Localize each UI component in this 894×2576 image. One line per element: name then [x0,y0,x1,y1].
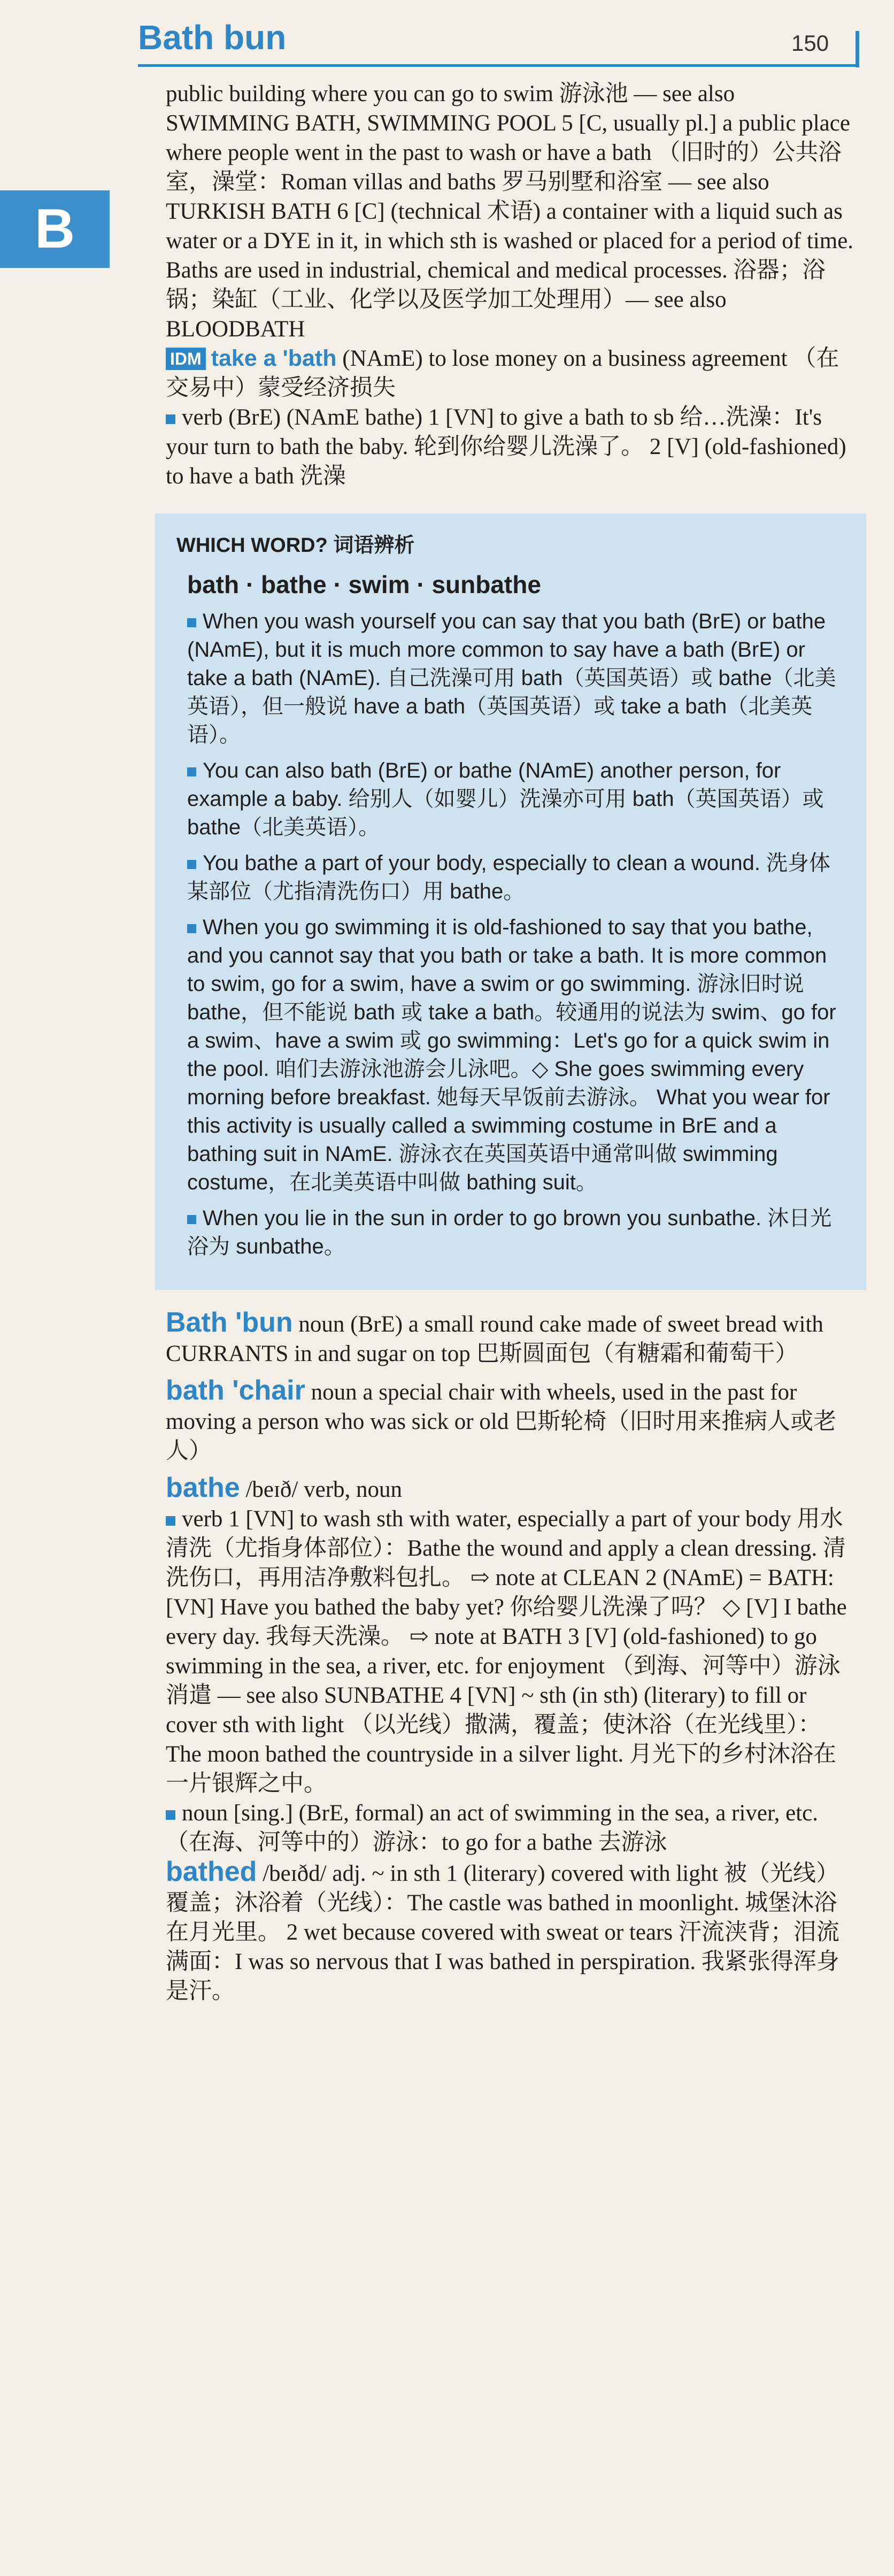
entry-pronunciation: /beɪð/ verb, noun [245,1477,403,1502]
which-word-title: WHICH WORD? 词语辨析 [176,534,415,557]
entry-bath-bun [166,1308,856,1368]
bathe-noun-sense: noun [sing.] (BrE, formal) an act of swimming in the sea, a river, etc. （在海、河等中的）游泳：to go for a bathe 去游泳 [166,1801,818,1855]
entry-definition: noun a special chair with wheels, used in the past for moving a person who was sick or old 巴斯轮椅（旧时用来推病人或老人） [166,1380,837,1464]
entry-bathed [166,1857,856,2006]
square-bullet-icon [166,1516,175,1526]
which-word-box [155,513,866,1290]
headword: bathed [166,1856,257,1887]
idiom-badge: IDM [166,348,206,370]
page-number: 150 [791,30,829,56]
entry-bath-chair [166,1376,856,1466]
square-bullet-icon [187,767,196,776]
which-word-note: When you go swimming it is old-fashioned to say that you bathe, and you cannot say that you bath or take a bath. It is more common to swim, go for a swim, have a swim or go swimming. 游泳旧时说 bathe，但不能说 bath 或 take a bath。较通用的说法为 swim、go for a swim、have a swim 或 go swimming：Let's go for a quick swim in the pool. 咱们去游泳池游会儿泳吧。◇ She goes swimming every morning before breakfast. 她每天早饭前去游泳。 What you wear for this activity is usually called a swimming costume in BrE and a bathing suit in NAmE. 游泳衣在英国英语中通常叫做 swimming costume，在北美英语中叫做 bathing suit。 [187,916,836,1194]
thumb-index-tab: B [0,190,110,268]
bathe-verb-sense: verb 1 [VN] to wash sth with water, especially a part of your body 用水清洗（尤指身体部位）：Bathe the wound and apply a clean dressing. 清洗伤口，再用洁净敷料包扎。 ⇨ note at CLEAN 2 (NAmE) = BATH: [VN] Have you bathed the baby yet? 你给婴儿洗澡了吗？ ◇ [V] I bathe every day. 我每天洗澡。 ⇨ note at BATH 3 [V] (old-fashioned) to go swimming in the sea, a river, etc. for enjoyment （到海、河等中）游泳消遣 — see also SUNBATHE 4 [VN] ~ sth (in sth) (literary) to fill or cover sth with light （以光线）撒满，覆盖；使沐浴（在光线里）：The moon bathed the countryside in a silver light. 月光下的乡村沐浴在一片银辉之中。 [166,1506,847,1796]
idiom-phrase: take a 'bath [211,345,337,371]
which-word-subtitle: bath · bathe · swim · sunbathe [187,571,541,598]
bath-verb-sense [166,403,856,491]
square-bullet-icon [187,1215,196,1224]
square-bullet-icon [166,414,175,424]
square-bullet-icon [187,860,196,869]
square-bullet-icon [166,1810,175,1820]
entry-definition: noun (BrE) a small round cake made of sweet bread with CURRANTS in and sugar on top 巴斯圆面包（有糖霜和葡萄干） [166,1312,823,1366]
which-word-note: You bathe a part of your body, especially to clean a wound. 洗身体某部位（尤指清洗伤口）用 bathe。 [187,851,831,903]
headword: Bath 'bun [166,1307,293,1338]
idiom-definition: (NAmE) to lose money on a business agreement （在交易中）蒙受经济损失 [166,346,839,401]
headword: bath 'chair [166,1375,305,1406]
headword: bathe [166,1472,240,1503]
header-rule-right [856,31,859,67]
header-rule [138,64,858,67]
which-word-note: You can also bath (BrE) or bathe (NAmE) another person, for example a baby. 给别人（如婴儿）洗澡亦可用 bath（英国英语）或 bathe（北美英语）。 [187,759,824,839]
entry-bathe [166,1473,856,1504]
which-word-note: When you lie in the sun in order to go brown you sunbathe. 沐日光浴为 sunbathe。 [187,1206,832,1258]
entry-bath-continued: public building where you can go to swim 游泳池 — see also SWIMMING BATH, SWIMMING POOL 5 [C, usually pl.] a public place where people went in the past to wash or have a bath （旧时的）公共浴室，澡堂：Roman villas and baths 罗马别墅和浴室 — see also TURKISH BATH 6 [C] (technical 术语) a container with a liquid such as water or a DYE in it, in which sth is washed or placed for a period of time. Baths are used in industrial, chemical and medical processes. 浴器；浴锅；染缸（工业、化学以及医学加工处理用）— see also BLOODBATH [166,81,854,342]
bath-verb-text: verb (BrE) (NAmE bathe) 1 [VN] to give a bath to sb 给…洗澡：It's your turn to bath the baby. 轮到你给婴儿洗澡了。 2 [V] (old-fashioned) to have a bath 洗澡 [166,405,846,489]
entry-definition: /beɪðd/ adj. ~ in sth 1 (literary) covered with light 被（光线）覆盖；沐浴着（光线）：The castle was bathed in moonlight. 城堡沐浴在月光里。 2 wet because covered with sweat or tears 汗流浃背；泪流满面：I was so nervous that I was bathed in perspiration. 我紧张得浑身是汗。 [166,1861,839,2004]
square-bullet-icon [187,618,196,627]
page-title: Bath bun [138,18,287,57]
which-word-note: When you wash yourself you can say that you bath (BrE) or bathe (NAmE), but it is much more common to say have a bath (BrE) or take a bath (NAmE). 自己洗澡可用 bath（英国英语）或 bathe（北美英语），但一般说 have a bath（英国英语）或 take a bath（北美英语）。 [187,610,836,747]
square-bullet-icon [187,924,196,933]
dictionary-column [166,79,856,2006]
idiom-line [166,344,856,403]
